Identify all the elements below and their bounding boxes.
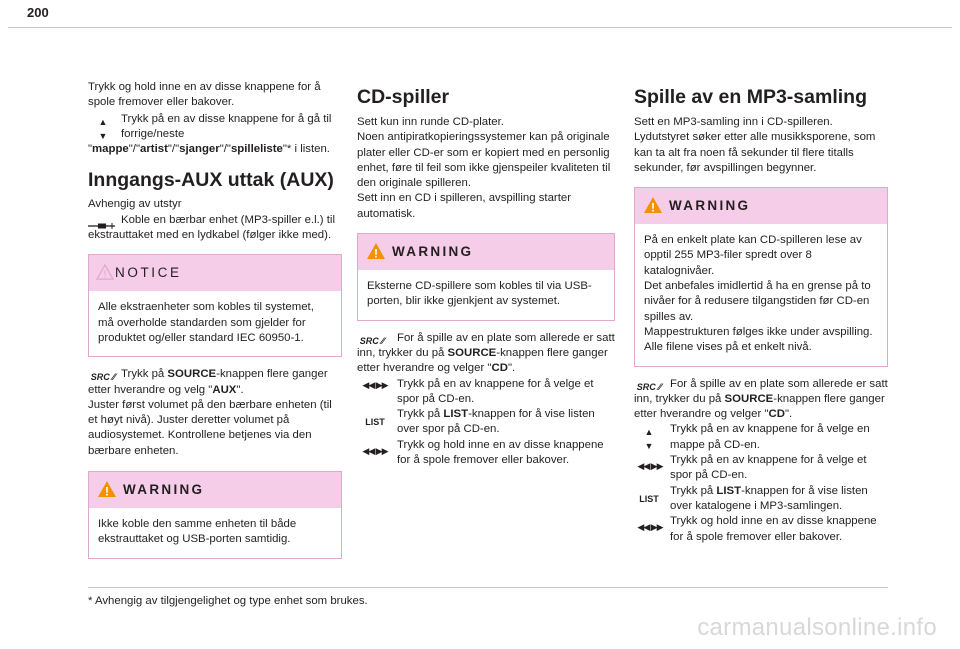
column-right bbox=[634, 80, 888, 545]
list-modes-text: "mappe"/"artist"/"sjanger"/"spilleliste"* i listen. bbox=[88, 143, 330, 156]
svg-text:!: ! bbox=[105, 484, 109, 499]
seek-row: ◀◀ ▶▶ Trykk på en av knappene for å velge et spor på CD-en. bbox=[634, 453, 888, 484]
src-button-icon: SRC ⁄⁄ bbox=[359, 335, 385, 346]
warning-body: Ikke koble den samme enheten til både ekstrauttaket og USB-porten samtidig. bbox=[98, 518, 297, 546]
seek-buttons-icon: ◀◀ ▶▶ bbox=[637, 522, 663, 533]
updown-row: ▲ ▼ Trykk på en av disse knappene for å gå til forrige/neste bbox=[88, 112, 342, 143]
notice-title: NOTICE bbox=[115, 265, 182, 281]
warning-triangle-icon bbox=[97, 480, 117, 498]
warning-title: WARNING bbox=[123, 482, 205, 498]
aux-heading: Inngangs-AUX uttak (AUX) bbox=[88, 169, 334, 192]
cd-intro: Sett kun inn runde CD-plater. Noen antipiratkopieringssystemer kan på originale plater eller CD-er som er kopiert med en personlig enhet, føre til feil som ikke gjenspeiler kvaliteten til den originale spilleren. Sett inn en CD i spilleren, avspilling starter automatisk. bbox=[357, 116, 611, 220]
seek-hold-row: ◀◀ ▶▶ Trykk og hold inne en av disse knappene for å spole fremover eller bakover. bbox=[634, 514, 888, 545]
footnote: * Avhengig av tilgjengelighet og type enhet som brukes. bbox=[88, 595, 368, 607]
aux-dependency: Avhengig av utstyr bbox=[88, 198, 182, 211]
warning-title: WARNING bbox=[392, 244, 474, 260]
warning-title: WARNING bbox=[669, 198, 751, 214]
seek-buttons-icon: ◀◀ ▶▶ bbox=[637, 461, 663, 472]
page-header bbox=[0, 0, 960, 33]
source-mp3-row: SRC ⁄⁄ For å spille av en plate som allerede er satt inn, trykker du på SOURCE-knappen flere ganger etter hverandre og velger "CD". bbox=[634, 377, 888, 421]
list-row: LIST Trykk på LIST-knappen for å vise listen over katalogene i MP3-samlingen. bbox=[634, 484, 888, 515]
warning-box-aux bbox=[88, 471, 342, 559]
warning-box-mp3 bbox=[634, 187, 888, 366]
list-row: LIST Trykk på LIST-knappen for å vise listen over spor på CD-en. bbox=[357, 407, 615, 438]
updown-row: ▲ ▼ Trykk på en av knappene for å velge en mappe på CD-en. bbox=[634, 422, 888, 453]
mp3-intro: Sett en MP3-samling inn i CD-spilleren. Lydutstyret søker etter alle musikksporene, som kan ta alt fra noen få sekunder til flere titalls sekunder, før avspillingen begynner. bbox=[634, 116, 876, 174]
header-divider bbox=[8, 27, 952, 28]
source-aux-row: SRC ⁄⁄ Trykk på SOURCE-knappen flere ganger etter hverandre og velg "AUX". Juster først volumet på den bærbare enheten (til et høyt nivå). Juster deretter volumet på audiosystemet. Kontrollene betjenes via den bærbare enheten. bbox=[88, 368, 332, 457]
warning-triangle-icon bbox=[643, 196, 663, 214]
seek-buttons-icon: ◀◀ ▶▶ bbox=[362, 445, 388, 456]
seek-row: ◀◀ ▶▶ Trykk på en av knappene for å velge et spor på CD-en. bbox=[357, 377, 615, 408]
mp3-heading: Spille av en MP3-samling bbox=[634, 86, 867, 108]
svg-text:!: ! bbox=[103, 269, 107, 281]
notice-triangle-icon bbox=[96, 264, 114, 280]
source-cd-row: SRC ⁄⁄ For å spille av en plate som allerede er satt inn, trykker du på SOURCE-knappen flere ganger etter hverandre og velger "CD". bbox=[357, 331, 615, 375]
warning-triangle-icon bbox=[366, 242, 386, 260]
svg-text:!: ! bbox=[651, 200, 655, 215]
svg-text:!: ! bbox=[374, 246, 378, 261]
notice-box bbox=[88, 254, 342, 357]
up-down-arrows-icon: ▲ ▼ bbox=[98, 116, 108, 141]
footnote-divider bbox=[88, 587, 888, 588]
notice-body: Alle ekstraenheter som kobles til systemet, må overholde standarden som gjelder for produktet og/eller standard IEC 60950-1. bbox=[98, 301, 314, 344]
src-button-icon: SRC ⁄⁄ bbox=[636, 381, 662, 392]
src-button-icon: SRC ⁄⁄ bbox=[90, 372, 116, 383]
seek-buttons-icon: ◀◀ ▶▶ bbox=[362, 379, 388, 390]
list-button-icon: LIST bbox=[639, 493, 659, 504]
list-button-icon: LIST bbox=[365, 417, 385, 428]
watermark: carmanualsonline.info bbox=[697, 614, 937, 641]
column-middle bbox=[357, 80, 615, 468]
up-down-arrows-icon: ▲ ▼ bbox=[644, 427, 654, 452]
notice-header bbox=[89, 255, 341, 291]
page-number: 200 bbox=[27, 5, 49, 20]
aux-row: Koble en bærbar enhet (MP3-spiller e.l.) til ekstrauttaket med en lydkabel (følger ikke med). bbox=[88, 213, 335, 242]
cd-heading: CD-spiller bbox=[357, 86, 450, 108]
warning-body: På en enkelt plate kan CD-spilleren lese av opptil 255 MP3-filer spredt over 8 katalognivåer. Det anbefales imidlertid å ha en grense på to nivåer for å redusere tilgangstiden før CD-en spilles av. Mappestrukturen følges ikke under avspilling. Alle filene vises på et enkelt nivå. bbox=[644, 234, 873, 354]
intro-text: Trykk og hold inne en av disse knappene for å spole fremover eller bakover. bbox=[88, 81, 321, 109]
cable-plug-icon bbox=[88, 221, 116, 236]
warning-box-cd bbox=[357, 233, 615, 321]
seek-hold-row: ◀◀ ▶▶ Trykk og hold inne en av disse knappene for å spole fremover eller bakover. bbox=[357, 438, 615, 469]
warning-body: Eksterne CD-spillere som kobles til via USB-porten, blir ikke gjenkjent av systemet. bbox=[367, 280, 592, 308]
column-left bbox=[88, 80, 342, 559]
